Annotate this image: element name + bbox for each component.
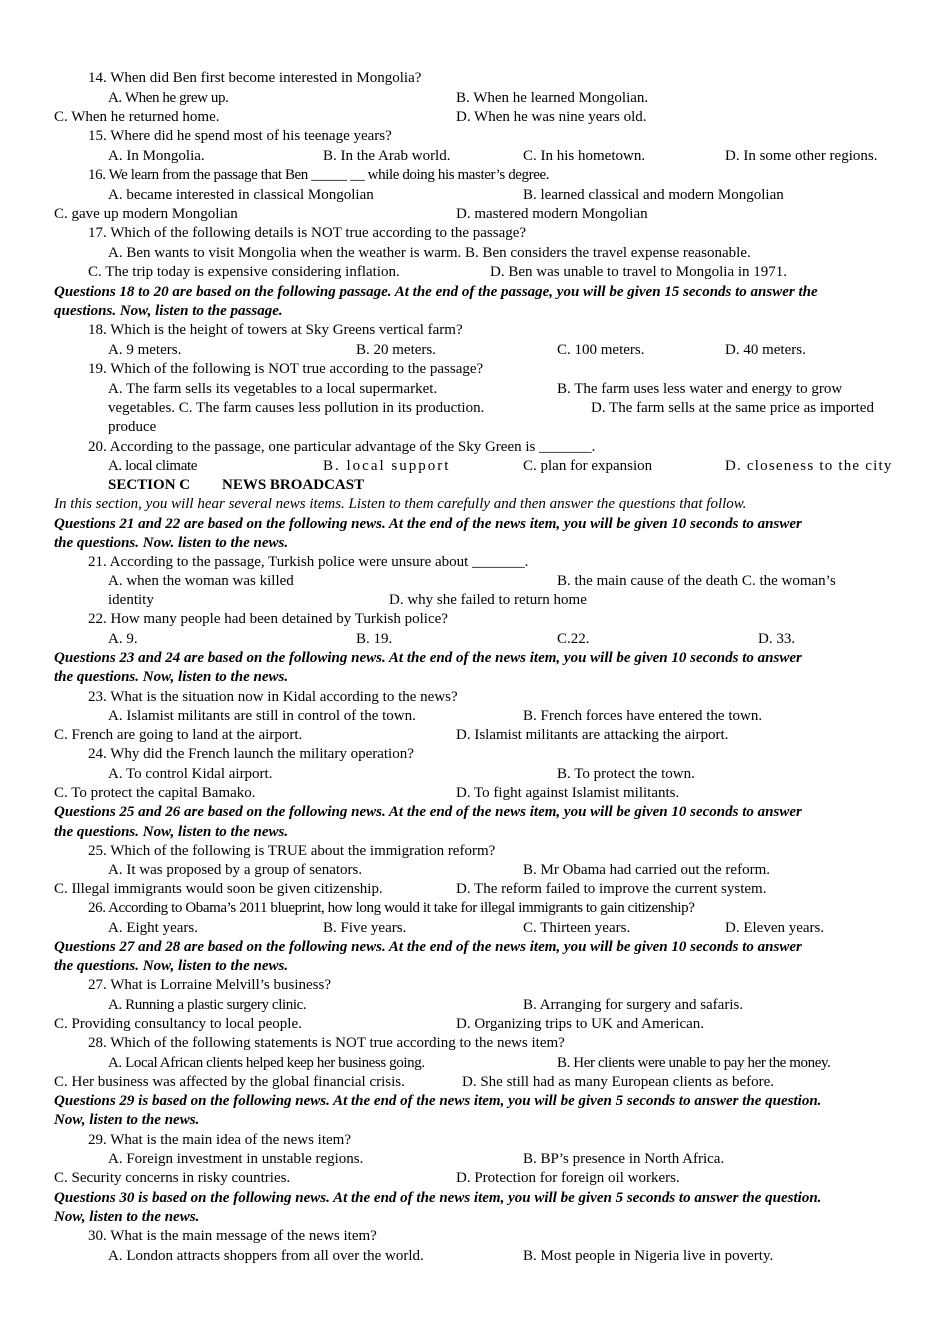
q23-stem: 23. What is the situation now in Kidal according to the news? — [88, 689, 458, 705]
q29-option-d: D. Protection for foreign oil workers. — [456, 1170, 680, 1186]
q15-option-c: C. In his hometown. — [523, 148, 646, 164]
q25-option-d: D. The reform failed to improve the current system. — [456, 881, 767, 897]
instruction-21-22-line-2: the questions. Now. listen to the news. — [54, 535, 289, 551]
q15-option-a: A. In Mongolia. — [108, 148, 205, 164]
q22-option-c: C.22. — [557, 631, 590, 647]
instruction-27-28-line-1: Questions 27 and 28 are based on the following news. At the end of the news item, you will be given 10 seconds to answer — [54, 939, 802, 955]
q28-option-b: B. Her clients were unable to pay her the money. — [557, 1055, 831, 1071]
q14-option-b: B. When he learned Mongolian. — [456, 90, 649, 106]
q19-stem: 19. Which of the following is NOT true according to the passage? — [88, 361, 484, 377]
q16-option-b: B. learned classical and modern Mongolian — [523, 187, 784, 203]
q27-option-a: A. Running a plastic surgery clinic. — [108, 997, 307, 1013]
instruction-29-line-1: Questions 29 is based on the following news. At the end of the news item, you will be given 5 seconds to answer the question. — [54, 1093, 822, 1109]
q20-option-a: A. local climate — [108, 458, 197, 474]
q18-option-d: D. 40 meters. — [725, 342, 806, 358]
instruction-25-26-line-2: the questions. Now, listen to the news. — [54, 824, 289, 840]
q24-option-d: D. To fight against Islamist militants. — [456, 785, 680, 801]
instruction-18-20-line-2: questions. Now, listen to the passage. — [54, 303, 283, 319]
instruction-29-line-2: Now, listen to the news. — [54, 1112, 200, 1128]
q22-option-d: D. 33. — [758, 631, 796, 647]
q25-option-c: C. Illegal immigrants would soon be given citizenship. — [54, 881, 383, 897]
q18-option-a: A. 9 meters. — [108, 342, 182, 358]
q28-option-d: D. She still had as many European clients as before. — [462, 1074, 774, 1090]
q22-stem: 22. How many people had been detained by Turkish police? — [88, 611, 448, 627]
instruction-27-28-line-2: the questions. Now, listen to the news. — [54, 958, 289, 974]
q16-option-d: D. mastered modern Mongolian — [456, 206, 648, 222]
q20-stem: 20. According to the passage, one particular advantage of the Sky Green is _______. — [88, 439, 596, 455]
q29-option-b: B. BP’s presence in North Africa. — [523, 1151, 725, 1167]
q27-option-c: C. Providing consultancy to local people. — [54, 1016, 302, 1032]
q18-stem: 18. Which is the height of towers at Sky Greens vertical farm? — [88, 322, 463, 338]
q24-option-a: A. To control Kidal airport. — [108, 766, 273, 782]
q21-option-d: D. why she failed to return home — [389, 592, 587, 608]
q19-line-2a: vegetables. C. The farm causes less pollution in its production. — [108, 400, 485, 416]
q15-option-d: D. In some other regions. — [725, 148, 878, 164]
q24-option-b: B. To protect the town. — [557, 766, 695, 782]
q14-stem: 14. When did Ben first become interested in Mongolia? — [88, 70, 422, 86]
q23-option-d: D. Islamist militants are attacking the airport. — [456, 727, 729, 743]
q30-option-b: B. Most people in Nigeria live in poverty. — [523, 1248, 774, 1264]
q30-stem: 30. What is the main message of the news item? — [88, 1228, 377, 1244]
q23-option-a: A. Islamist militants are still in control of the town. — [108, 708, 416, 724]
q30-option-a: A. London attracts shoppers from all over the world. — [108, 1248, 424, 1264]
q29-option-c: C. Security concerns in risky countries. — [54, 1170, 291, 1186]
q18-option-b: B. 20 meters. — [356, 342, 436, 358]
q22-option-b: B. 19. — [356, 631, 393, 647]
section-c-intro: In this section, you will hear several news items. Listen to them carefully and then answer the questions that follow. — [54, 496, 747, 512]
q24-stem: 24. Why did the French launch the military operation? — [88, 746, 414, 762]
q20-option-b: B. local support — [323, 458, 451, 474]
q28-option-c: C. Her business was affected by the global financial crisis. — [54, 1074, 405, 1090]
q21-stem: 21. According to the passage, Turkish police were unsure about _______. — [88, 554, 529, 570]
q21-option-b: B. the main cause of the death C. the woman’s — [557, 573, 836, 589]
q21-line-2: identity — [108, 592, 154, 608]
q25-option-b: B. Mr Obama had carried out the reform. — [523, 862, 770, 878]
q15-stem: 15. Where did he spend most of his teenage years? — [88, 128, 392, 144]
instruction-18-20-line-1: Questions 18 to 20 are based on the following passage. At the end of the passage, you will be given 15 seconds to answer the — [54, 284, 818, 300]
q17-option-a: A. Ben wants to visit Mongolia when the weather is warm. B. Ben considers the travel expense reasonable. — [108, 245, 751, 261]
q29-option-a: A. Foreign investment in unstable regions. — [108, 1151, 364, 1167]
q26-option-a: A. Eight years. — [108, 920, 198, 936]
q19-line-3: produce — [108, 419, 157, 435]
section-c-label: SECTION C — [108, 477, 191, 493]
section-c-title: NEWS BROADCAST — [222, 477, 365, 493]
q27-stem: 27. What is Lorraine Melvill’s business? — [88, 977, 332, 993]
q27-option-d: D. Organizing trips to UK and American. — [456, 1016, 705, 1032]
q19-option-b — [557, 380, 899, 399]
instruction-30-line-1: Questions 30 is based on the following news. At the end of the news item, you will be given 5 seconds to answer the question. — [54, 1190, 822, 1206]
q17-option-d: D. Ben was unable to travel to Mongolia in 1971. — [490, 264, 788, 280]
q27-option-b: B. Arranging for surgery and safaris. — [523, 997, 744, 1013]
instruction-23-24-line-2: the questions. Now, listen to the news. — [54, 669, 289, 685]
q14-option-d: D. When he was nine years old. — [456, 109, 647, 125]
q16-option-a: A. became interested in classical Mongolian — [108, 187, 374, 203]
q23-option-c: C. French are going to land at the airport. — [54, 727, 303, 743]
q17-option-c: C. The trip today is expensive considering inflation. — [88, 264, 400, 280]
q28-option-a: A. Local African clients helped keep her business going. — [108, 1055, 425, 1071]
q14-option-a: A. When he grew up. — [108, 90, 229, 106]
q24-option-c: C. To protect the capital Bamako. — [54, 785, 256, 801]
q19-option-b-text: B. The farm uses less water and energy to grow — [557, 381, 843, 397]
q20-option-d: D. closeness to the city — [725, 458, 893, 474]
instruction-25-26-line-1: Questions 25 and 26 are based on the following news. At the end of the news item, you will be given 10 seconds to answer — [54, 804, 802, 820]
instruction-30-line-2: Now, listen to the news. — [54, 1209, 200, 1225]
q26-stem: 26. According to Obama’s 2011 blueprint, how long would it take for illegal immigrants to gain citizenship? — [88, 900, 695, 916]
q23-option-b: B. French forces have entered the town. — [523, 708, 763, 724]
q28-stem: 28. Which of the following statements is NOT true according to the news item? — [88, 1035, 565, 1051]
q19-option-d: D. The farm sells at the same price as imported — [591, 400, 874, 416]
q16-stem: 16. We learn from the passage that Ben _____ __ while doing his master’s degree. — [88, 167, 550, 183]
q21-option-a: A. when the woman was killed — [108, 573, 294, 589]
q14-option-c: C. When he returned home. — [54, 109, 220, 125]
q19-option-a: A. The farm sells its vegetables to a local supermarket. — [108, 381, 438, 397]
q26-option-b: B. Five years. — [323, 920, 407, 936]
q17-stem: 17. Which of the following details is NOT true according to the passage? — [88, 225, 527, 241]
q16-option-c: C. gave up modern Mongolian — [54, 206, 238, 222]
q26-option-c: C. Thirteen years. — [523, 920, 631, 936]
q26-option-d: D. Eleven years. — [725, 920, 825, 936]
q15-option-b: B. In the Arab world. — [323, 148, 451, 164]
q29-stem: 29. What is the main idea of the news item? — [88, 1132, 351, 1148]
instruction-23-24-line-1: Questions 23 and 24 are based on the following news. At the end of the news item, you will be given 10 seconds to answer — [54, 650, 802, 666]
q18-option-c: C. 100 meters. — [557, 342, 645, 358]
instruction-21-22-line-1: Questions 21 and 22 are based on the following news. At the end of the news item, you will be given 10 seconds to answer — [54, 516, 802, 532]
q22-option-a: A. 9. — [108, 631, 138, 647]
q20-option-c: C. plan for expansion — [523, 458, 653, 474]
q25-stem: 25. Which of the following is TRUE about the immigration reform? — [88, 843, 496, 859]
q25-option-a: A. It was proposed by a group of senators. — [108, 862, 363, 878]
